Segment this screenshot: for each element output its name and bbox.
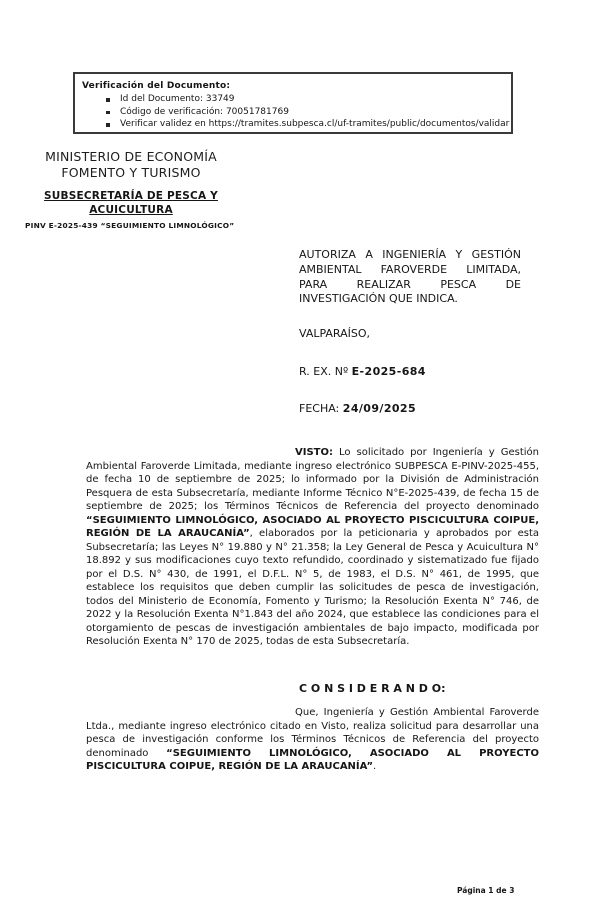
resolution-number-label: R. EX. Nº: [299, 365, 352, 378]
page-number: Página 1 de 3: [457, 886, 515, 895]
subsecretaria-line2: ACUICULTURA: [89, 203, 173, 216]
considerando-text-after: .: [373, 761, 377, 772]
ministry-name-line1: MINISTERIO DE ECONOMÍA: [45, 149, 217, 164]
date-value: 24/09/2025: [342, 402, 417, 415]
date-label: FECHA:: [299, 402, 343, 415]
ministry-name-line2: FOMENTO Y TURISMO: [61, 164, 201, 180]
pinv-reference: PINV E-2025-439 “SEGUIMIENTO LIMNOLÓGICO”: [25, 221, 235, 230]
verification-list: [82, 93, 510, 131]
verification-title: Verificación del Documento:: [82, 81, 231, 91]
considerando-heading: C O N S I D E R A N D O:: [299, 682, 446, 695]
resolution-number-line: [299, 365, 426, 378]
city-line: VALPARAÍSO,: [299, 327, 371, 340]
date-line: [299, 402, 416, 415]
considerando-paragraph: [86, 706, 539, 774]
subsecretaria-line1: SUBSECRETARÍA DE PESCA Y: [44, 190, 218, 202]
visto-label: VISTO:: [295, 447, 333, 458]
verification-item-url: Verificar validez en https://tramites.subpesca.cl/uf-tramites/public/documentos/validar: [82, 118, 507, 131]
resolution-number-value: E-2025-684: [351, 365, 426, 378]
verification-item-code: Código de verificación: 70051781769: [82, 106, 507, 119]
verification-box: [73, 72, 513, 134]
visto-project-name: “SEGUIMIENTO LIMNOLÓGICO, ASOCIADO AL PROYECTO PISCICULTURA COIPUE, REGIÓN DE LA ARAUCANÍA”: [86, 514, 539, 539]
visto-paragraph: [86, 446, 539, 649]
considerando-project-name: “SEGUIMIENTO LIMNOLÓGICO, ASOCIADO AL PROYECTO PISCICULTURA COIPUE, REGIÓN DE LA ARAUCANÍA”: [86, 747, 539, 772]
verification-item-document-id: Id del Documento: 33749: [82, 93, 507, 106]
letterhead: [18, 149, 244, 217]
visto-text-after: , elaborados por la peticionaria y aprobados por esta Subsecretaría; las Leyes N° 19.880 y N° 21.358; la Ley General de Pesca y Acuicultura N° 18.892 y sus modificaciones cuyo texto refundido, coordinado y sistematizado fue fijado por el D.S. N° 430, de 1991, el D.F.L. N° 5, de 1983, el D.S. N° 461, de 1995, que establece los requisitos que deben cumplir las solicitudes de pesca de investigación, todos del Ministerio de Economía, Fomento y Turismo; la Resolución Exenta N° 746, de 2022 y la Resolución Exenta N°1.843 del año 2024, que establece las condiciones para el otorgamiento de pescas de investigación ambientales de bajo impacto, modificada por Resolución Exenta N° 170 de 2025, todas de esta Subsecretaría.: [86, 528, 540, 647]
visto-text-before: Lo solicitado por Ingeniería y Gestión Ambiental Faroverde Limitada, mediante ingreso electrónico SUBPESCA E-PINV-2025-455, de fecha 10 de septiembre de 2025; lo informado por la División de Administración Pesquera de esta Subsecretaría, mediante Informe Técnico N°E-2025-439, de fecha 15 de septiembre de 2025; los Términos Técnicos de Referencia del proyecto denominado: [86, 447, 539, 512]
considerando-text-before: Que, Ingeniería y Gestión Ambiental Faroverde Ltda., mediante ingreso electrónico citado en Visto, realiza solicitud para desarrollar una pesca de investigación conforme los Términos Técnicos de Referencia del proyecto denominado: [86, 707, 539, 759]
resolution-subject: AUTORIZA A INGENIERÍA Y GESTIÓN AMBIENTAL FAROVERDE LIMITADA, PARA REALIZAR PESCA DE INVESTIGACIÓN QUE INDICA.: [299, 248, 521, 306]
subsecretaria-name: [18, 190, 244, 217]
